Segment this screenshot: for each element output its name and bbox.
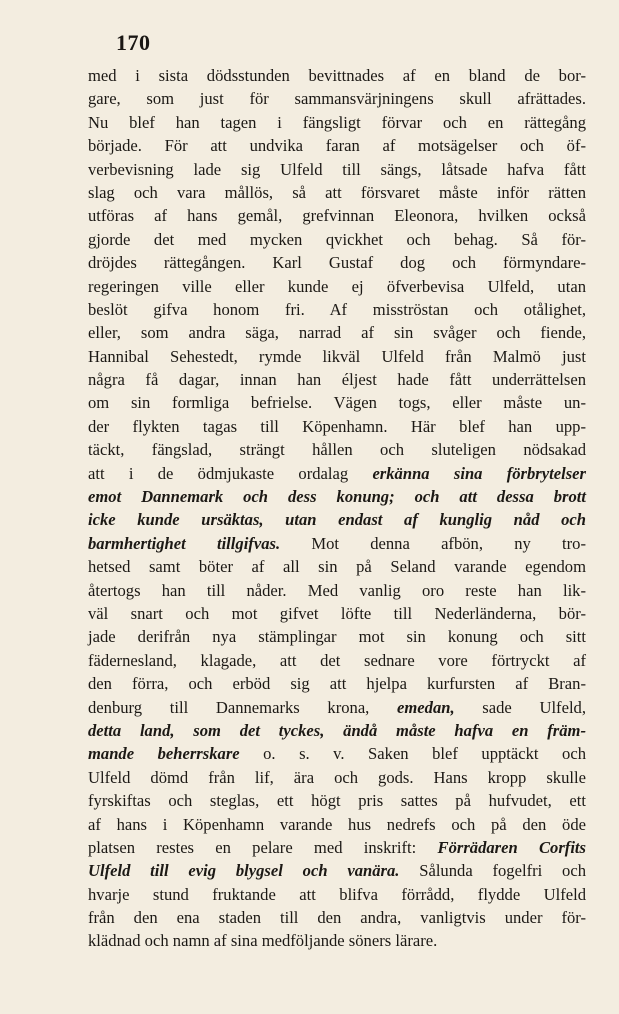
text-line: [88, 228, 586, 251]
text-line: [88, 321, 586, 344]
text-line: [88, 438, 586, 461]
text-run: Mot denna afbön, ny tro-: [280, 533, 586, 553]
text-run: Nu blef han tagen i fängsligt förvar och en rättegång: [88, 112, 586, 132]
text-run: beslöt gifva honom fri. Af misströstan och otålighet,: [88, 299, 586, 319]
text-line: [88, 368, 586, 391]
text-line: [88, 64, 586, 87]
text-line: [88, 485, 586, 508]
text-run: af hans i Köpenhamn varande hus nedrefs och på den öde: [88, 814, 586, 834]
text-run: några få dagar, innan han éljest hade fått underrättelsen: [88, 370, 586, 390]
text-run: o. s. v. Saken blef upptäckt och: [239, 744, 586, 764]
text-run: från den ena staden till den andra, vanligtvis under för-: [88, 908, 586, 928]
text-line: [88, 625, 586, 648]
text-line: [88, 298, 586, 321]
text-run: täckt, fängslad, strängt hållen och sluteligen nödsakad: [88, 440, 586, 460]
text-run: väl snart och mot gifvet löfte till Nederländerna, bör-: [88, 603, 586, 623]
text-run: der flykten tagas till Köpenhamn. Här blef han upp-: [88, 416, 586, 436]
emphasized-text: Ulfeld till evig blygsel och vanära.: [88, 861, 400, 881]
text-run: jade derifrån nya stämplingar mot sin konung och sitt: [88, 627, 586, 647]
text-run: Hannibal Sehestedt, rymde likväl Ulfeld från Malmö just: [88, 346, 586, 366]
text-line: [88, 742, 586, 765]
text-line: [88, 87, 586, 110]
body-text: [88, 64, 586, 953]
emphasized-text: icke kunde ursäktas, utan endast af kunglig nåd och: [88, 510, 586, 530]
text-run: sade Ulfeld,: [454, 697, 586, 717]
text-run: utföras af hans gemål, grefvinnan Eleonora, hvilken också: [88, 206, 586, 226]
text-line: [88, 766, 586, 789]
text-line: [88, 532, 586, 555]
text-line: [88, 391, 586, 414]
text-run: gare, som just för sammansvärjningens skull afrättades.: [88, 89, 586, 109]
text-line: [88, 555, 586, 578]
text-line: [88, 158, 586, 181]
text-line: [88, 134, 586, 157]
text-line: [88, 204, 586, 227]
text-line: [88, 275, 586, 298]
text-run: denburg till Dannemarks krona,: [88, 697, 398, 717]
text-run: dröjdes rättegången. Karl Gustaf dog och förmyndare-: [88, 253, 586, 273]
text-run: fyrskiftas och steglas, ett högt pris sattes på hufvudet, ett: [88, 791, 586, 811]
text-line: [88, 602, 586, 625]
text-line: [88, 906, 586, 929]
text-run: den förra, och erböd sig att hjelpa kurfursten af Bran-: [88, 674, 586, 694]
text-run: slag och vara mållös, så att försvaret måste inför rätten: [88, 182, 586, 202]
page-number: 170: [116, 30, 151, 55]
emphasized-text: detta land, som det tyckes, ändå måste hafva en främ-: [88, 720, 586, 740]
text-line: [88, 883, 586, 906]
text-run: fädernesland, klagade, att det sednare vore förtryckt af: [88, 650, 586, 670]
emphasized-text: emedan,: [397, 697, 455, 717]
text-run: hetsed samt böter af all sin på Seland varande egendom: [88, 557, 586, 577]
text-run: regeringen ville eller kunde ej öfverbevisa Ulfeld, utan: [88, 276, 586, 296]
text-run: hvarje stund fruktande att blifva förrådd, flydde Ulfeld: [88, 884, 586, 904]
text-run: att i de ödmjukaste ordalag: [88, 463, 373, 483]
text-run: om sin formliga befrielse. Vägen togs, eller måste un-: [88, 393, 586, 413]
text-line: [88, 251, 586, 274]
text-run: återtogs han till nåder. Med vanlig oro reste han lik-: [88, 580, 586, 600]
text-run: verbevisning lade sig Ulfeld till sängs, låtsade hafva fått: [88, 159, 586, 179]
text-line: [88, 462, 586, 485]
text-line: [88, 813, 586, 836]
text-line: [88, 345, 586, 368]
text-run: gjorde det med mycken qvickhet och behag. Så för-: [88, 229, 586, 249]
text-run: Sålunda fogelfri och: [399, 861, 586, 881]
text-line: [88, 859, 586, 882]
text-line: [88, 579, 586, 602]
text-line: [88, 929, 586, 952]
text-line: [88, 672, 586, 695]
text-line: [88, 719, 586, 742]
emphasized-text: emot Dannemark och dess konung; och att dessa brott: [88, 487, 586, 507]
text-line: [88, 508, 586, 531]
text-line: [88, 181, 586, 204]
emphasized-text: Förrädaren Corfits: [437, 837, 586, 857]
text-line: [88, 415, 586, 438]
text-line: [88, 789, 586, 812]
emphasized-text: erkänna sina förbrytelser: [372, 463, 586, 483]
text-line: [88, 836, 586, 859]
text-line: [88, 696, 586, 719]
text-line: [88, 111, 586, 134]
text-run: med i sista dödsstunden bevittnades af en bland de bor-: [88, 66, 586, 85]
text-run: Ulfeld dömd från lif, ära och gods. Hans kropp skulle: [88, 767, 586, 787]
text-run: eller, som andra säga, narrad af sin svåger och fiende,: [88, 323, 586, 343]
text-run: klädnad och namn af sina medföljande söners lärare.: [88, 931, 438, 951]
emphasized-text: mande beherrskare: [88, 744, 240, 764]
emphasized-text: barmhertighet tillgifvas.: [88, 533, 281, 553]
text-run: började. För att undvika faran af motsägelser och öf-: [88, 136, 586, 156]
text-line: [88, 649, 586, 672]
text-run: platsen restes en pelare med inskrift:: [88, 837, 438, 857]
